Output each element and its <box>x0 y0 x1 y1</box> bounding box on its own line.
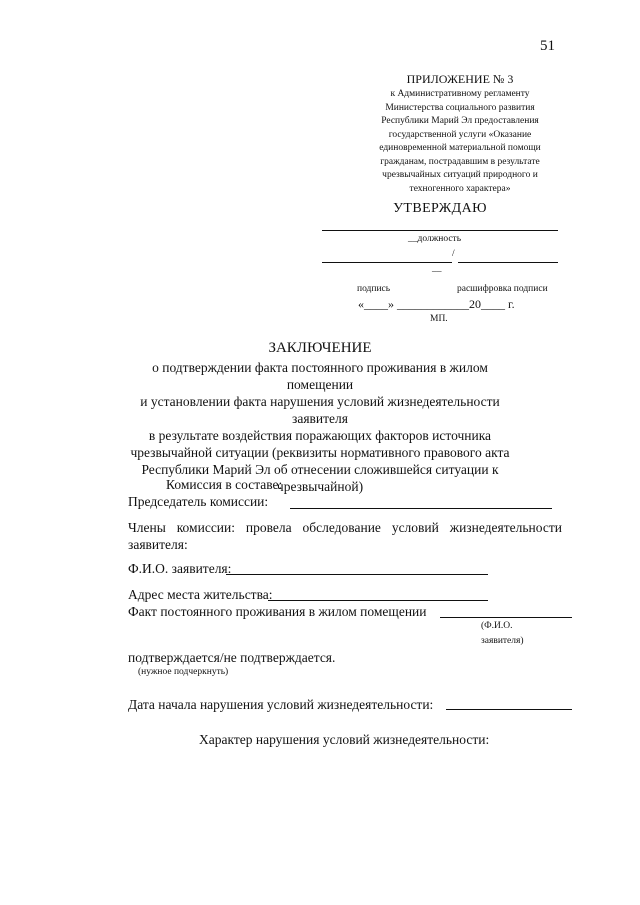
residence-fact-label: Факт постоянного проживания в жилом помещении <box>128 604 427 619</box>
appendix-line: Республики Марий Эл предоставления <box>381 116 539 126</box>
appendix-line: чрезвычайных ситуаций природного и <box>382 170 538 180</box>
residence-fact-field[interactable] <box>440 617 572 618</box>
appendix-line: к Административному регламенту <box>390 89 530 99</box>
subject-line: о подтверждении факта постоянного проживания в жилом помещении <box>152 360 488 392</box>
signature-line <box>322 262 452 263</box>
appendix-line: государственной услуги «Оказание <box>388 129 532 140</box>
members-word: провела <box>245 520 292 535</box>
position-line <box>322 230 558 231</box>
appendix-line: гражданам, пострадавшим в результате <box>380 156 540 167</box>
address-field[interactable] <box>268 600 488 601</box>
members-word: комиссии: <box>176 520 236 535</box>
subject-line: чрезвычайной) <box>276 479 364 494</box>
address-label: Адрес места жительства: <box>128 587 273 602</box>
appendix-description <box>360 88 560 196</box>
fio-hint-continued: заявителя) <box>481 636 524 646</box>
fio-field[interactable] <box>226 574 488 575</box>
members-word: жизнедеятельности <box>449 520 562 535</box>
decoding-label: расшифровка подписи <box>457 284 548 294</box>
members-word: обследование <box>302 520 381 535</box>
fio-label: Ф.И.О. заявителя: <box>128 561 232 576</box>
signature-slash: / <box>452 249 455 259</box>
violation-date-label: Дата начала нарушения условий жизнедеятельности: <box>128 697 434 712</box>
subject-line: и установлении факта нарушения условий жизнедеятельности заявителя <box>140 394 500 426</box>
decoding-line <box>458 262 558 263</box>
commission-label: Комиссия в составе: <box>166 477 283 492</box>
violation-nature-label: Характер нарушения условий жизнедеятельности: <box>199 732 490 747</box>
page-number: 51 <box>540 38 555 54</box>
underline-hint: (нужное подчеркнуть) <box>138 667 229 677</box>
approval-title: УТВЕРЖДАЮ <box>393 201 487 216</box>
stamp-label: МП. <box>430 314 448 324</box>
document-title: ЗАКЛЮЧЕНИЕ <box>268 340 372 356</box>
members-word: Члены <box>128 520 166 535</box>
chairman-label: Председатель комиссии: <box>128 494 269 509</box>
chairman-field[interactable] <box>290 508 552 509</box>
dash-mark: __ <box>432 264 442 274</box>
appendix-title: ПРИЛОЖЕНИЕ № 3 <box>406 72 514 86</box>
date-line: «____» ____________20____ г. <box>358 297 515 311</box>
subject-line: в результате воздействия поражающих факторов источника <box>148 428 492 443</box>
subject-line: чрезвычайной ситуации (реквизиты нормативного правового акта <box>130 445 510 460</box>
members-line <box>128 520 562 536</box>
appendix-line: техногенного характера» <box>409 183 511 194</box>
violation-date-field[interactable] <box>446 709 572 710</box>
confirmed-text: подтверждается/не подтверждается. <box>128 650 336 665</box>
position-label: __должность <box>408 234 462 244</box>
subject-line: Республики Марий Эл об отнесении сложившейся ситуации к <box>141 462 499 477</box>
appendix-line: единовременной материальной помощи <box>379 143 541 153</box>
document-subject <box>118 359 522 495</box>
members-continuation: заявителя: <box>128 537 188 552</box>
signature-label: подпись <box>357 284 391 294</box>
appendix-line: Министерства социального развития <box>385 102 535 113</box>
members-word: условий <box>391 520 439 535</box>
fio-hint: (Ф.И.О. <box>481 621 513 631</box>
